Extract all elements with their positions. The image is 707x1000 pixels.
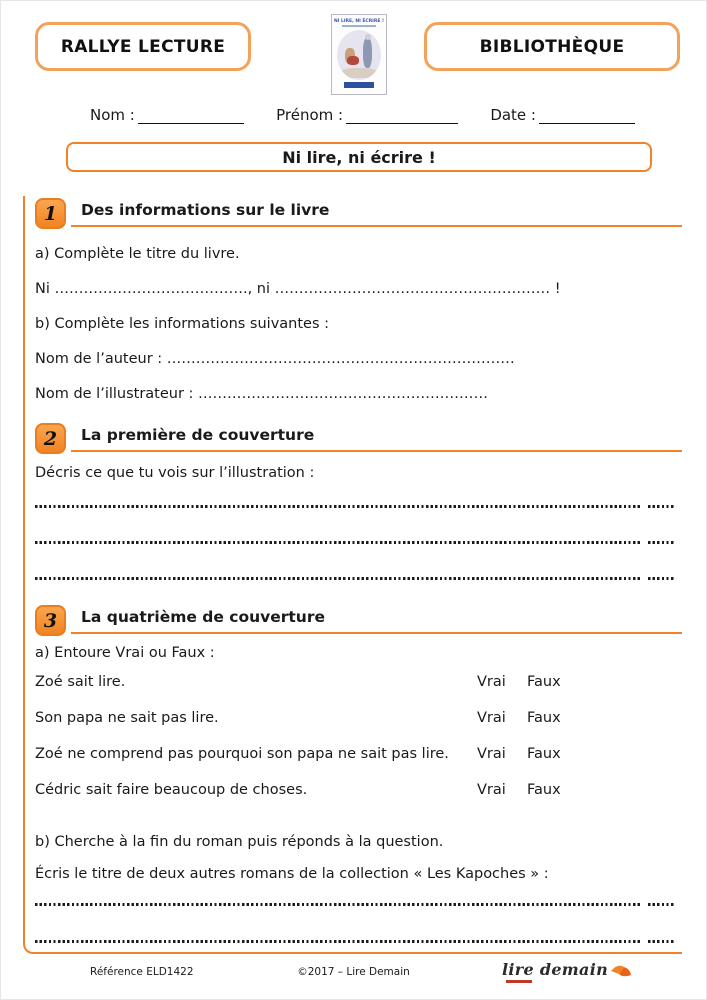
answer-line (35, 577, 674, 580)
rallye-lecture-box (35, 22, 251, 71)
nom-blank-line (138, 108, 244, 124)
vrai-faux-row (35, 781, 682, 800)
rallye-lecture-label: RALLYE LECTURE (60, 36, 226, 57)
date-field (490, 106, 635, 124)
faux-option: Faux (527, 746, 561, 762)
illustration-man (363, 38, 372, 68)
faux-option: Faux (527, 674, 561, 690)
logo-tagline-mark (506, 980, 532, 983)
section-2-header (35, 423, 682, 456)
bibliotheque-box (424, 22, 680, 71)
section-1-rule (71, 225, 682, 227)
book-cover-title: NI LIRE, NI ÉCRIRE ! (333, 19, 385, 24)
vrai-option: Vrai (477, 674, 506, 690)
s2-prompt: Décris ce que tu vois sur l’illustration : (35, 465, 315, 481)
s1-question-b: b) Complète les informations suivantes : (35, 316, 330, 332)
date-label: Date : (490, 106, 536, 124)
faux-option: Faux (527, 782, 561, 798)
vrai-faux-row (35, 709, 682, 728)
s1-question-a: a) Complète le titre du livre. (35, 246, 240, 262)
statement-text: Cédric sait faire beaucoup de choses. (35, 782, 308, 798)
prenom-blank-line (346, 108, 458, 124)
answer-line (35, 903, 674, 906)
s1-title-fill-line: Ni …………………………………., ni ………………………………………………… ! (35, 281, 561, 297)
answer-line (35, 541, 674, 544)
book-title-banner (66, 142, 652, 172)
illustration-red-shape (347, 56, 359, 65)
s1-author-line: Nom de l’auteur : ……………………………………………………………… (35, 351, 515, 367)
section-1-number-badge: 1 (35, 198, 66, 229)
book-cover-thumbnail (331, 14, 387, 95)
vrai-faux-row (35, 673, 682, 692)
section-1-header (35, 198, 682, 231)
prenom-label: Prénom : (276, 106, 344, 124)
lire-demain-swoosh-icon (610, 961, 632, 979)
lire-demain-logo-text: lire demain (502, 960, 609, 979)
section-2-number-badge: 2 (35, 423, 66, 454)
reference-text: Référence ELD1422 (90, 966, 194, 978)
s3-question-b: b) Cherche à la fin du roman puis réponds à la question. (35, 834, 444, 850)
statement-text: Son papa ne sait pas lire. (35, 710, 219, 726)
main-content-box (23, 196, 682, 954)
prenom-field (276, 106, 458, 124)
illustration-man-head (365, 34, 371, 40)
section-3-title: La quatrième de couverture (81, 608, 325, 626)
nom-label: Nom : (90, 106, 135, 124)
date-blank-line (539, 108, 635, 124)
illustration-floor (341, 68, 377, 78)
footer (0, 958, 707, 998)
s1-illustrator-line: Nom de l’illustrateur : …………………………………………………… (35, 386, 489, 402)
s3-question-a: a) Entoure Vrai ou Faux : (35, 645, 215, 661)
section-3-number-badge: 3 (35, 605, 66, 636)
book-cover-illustration (337, 30, 381, 80)
section-2-rule (71, 450, 682, 452)
answer-line (35, 940, 674, 943)
statement-text: Zoé sait lire. (35, 674, 126, 690)
bibliotheque-label: BIBLIOTHÈQUE (479, 36, 625, 57)
vrai-option: Vrai (477, 746, 506, 762)
book-cover-subtitle-line (342, 25, 376, 27)
book-title-text: Ni lire, ni écrire ! (282, 147, 436, 167)
header (0, 14, 707, 106)
vrai-option: Vrai (477, 782, 506, 798)
section-1-title: Des informations sur le livre (81, 201, 330, 219)
copyright-text: ©2017 – Lire Demain (297, 966, 410, 978)
vrai-faux-row (35, 745, 682, 764)
section-3-header (35, 605, 682, 638)
identity-row (90, 106, 635, 124)
faux-option: Faux (527, 710, 561, 726)
statement-text: Zoé ne comprend pas pourquoi son papa ne sait pas lire. (35, 746, 449, 762)
section-2-title: La première de couverture (81, 426, 315, 444)
answer-line (35, 505, 674, 508)
lire-demain-logo (502, 960, 632, 979)
s3-prompt-b: Écris le titre de deux autres romans de la collection « Les Kapoches » : (35, 866, 549, 882)
vrai-option: Vrai (477, 710, 506, 726)
book-cover-publisher-banner (344, 82, 374, 88)
nom-field (90, 106, 244, 124)
section-3-rule (71, 632, 682, 634)
